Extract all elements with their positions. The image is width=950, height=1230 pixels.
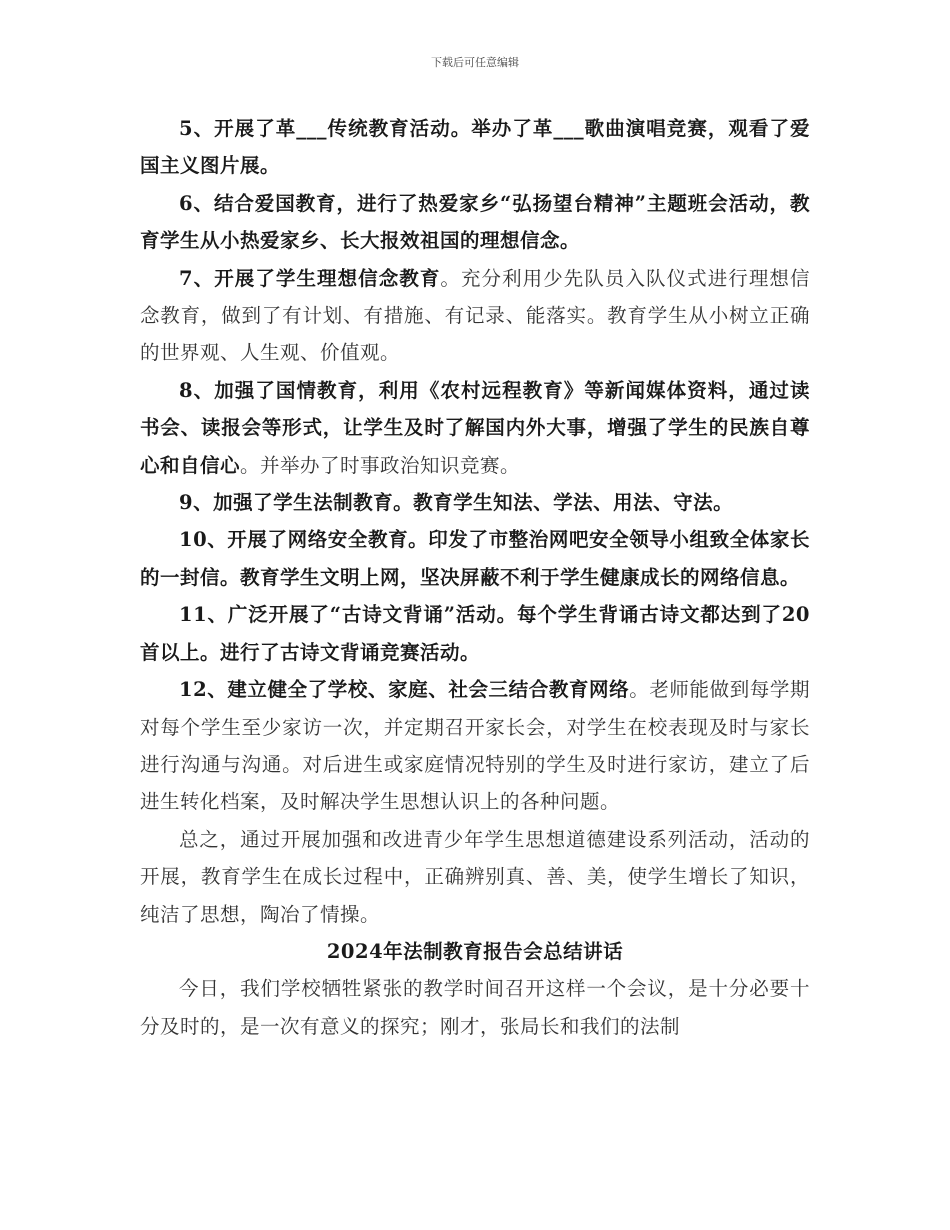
paragraph-7	[140, 260, 810, 372]
paragraph-11	[140, 596, 810, 671]
paragraph-bold-text: 9、加强了学生法制教育。教育学生知法、学法、用法、守法。	[179, 491, 734, 515]
paragraph-10	[140, 521, 810, 596]
paragraph-bold-text: 6、结合爱国教育，进行了热爱家乡“弘扬望台精神”主题班会活动，教育学生从小热爱家乡、长大报效祖国的理想信念。	[140, 191, 810, 253]
paragraph-bold-text: 12、建立健全了学校、家庭、社会三结合教育网络	[179, 678, 630, 702]
section-title: 2024年法制教育报告会总结讲话	[326, 939, 624, 963]
closing-paragraph	[140, 970, 810, 1045]
paragraph-normal-text: 。并举办了时事政治知识竞赛。	[240, 453, 521, 477]
paragraph-normal-text: 今日，我们学校牺牲紧张的教学时间召开这样一个会议，是十分必要十分及时的，是一次有意义的探究；刚才，张局长和我们的法制	[140, 977, 810, 1038]
document-body	[140, 110, 810, 1045]
paragraph-5	[140, 110, 810, 185]
summary-paragraph	[140, 821, 810, 933]
paragraph-normal-text: 。老师能做到每学期对每个学生至少家访一次，并定期召开家长会，对学生在校表现及时与家长进行沟通与沟通。对后进生或家庭情况特别的学生及时进行家访，建立了后进生转化档案，及时解决学生思想认识上的各种问题。	[140, 678, 810, 814]
paragraph-8	[140, 372, 810, 484]
paragraph-bold-text: 10、开展了网络安全教育。印发了市整治网吧安全领导小组致全体家长的一封信。教育学生文明上网，坚决屏蔽不利于学生健康成长的网络信息。	[140, 528, 810, 589]
page-header: 下载后可任意编辑	[431, 56, 519, 69]
paragraph-bold-text: 7、开展了学生理想信念教育	[179, 266, 441, 290]
paragraph-bold-text: 5、开展了革___传统教育活动。举办了革___歌曲演唱竞赛，观看了爱国主义图片展。	[140, 117, 810, 178]
paragraph-bold-text: 11、广泛开展了“古诗文背诵”活动。每个学生背诵古诗文都达到了20首以上。进行了古诗文背诵竞赛活动。	[140, 603, 810, 664]
paragraph-normal-text: 总之，通过开展加强和改进青少年学生思想道德建设系列活动，活动的开展，教育学生在成长过程中，正确辨别真、善、美，使学生增长了知识，纯洁了思想，陶冶了情操。	[140, 827, 810, 926]
paragraph-bold-text: 8、加强了国情教育，利用《农村远程教育》等新闻媒体资料，通过读书会、读报会等形式，让学生及时了解国内外大事，增强了学生的民族自尊心和自信心	[140, 378, 810, 477]
paragraph-6	[140, 185, 810, 260]
paragraph-normal-text: 。充分利用少先队员入队仪式进行理想信念教育，做到了有计划、有措施、有记录、能落实。教育学生从小树立正确的世界观、人生观、价值观。	[140, 266, 810, 365]
paragraph-12	[140, 671, 810, 821]
paragraph-9	[140, 484, 810, 521]
